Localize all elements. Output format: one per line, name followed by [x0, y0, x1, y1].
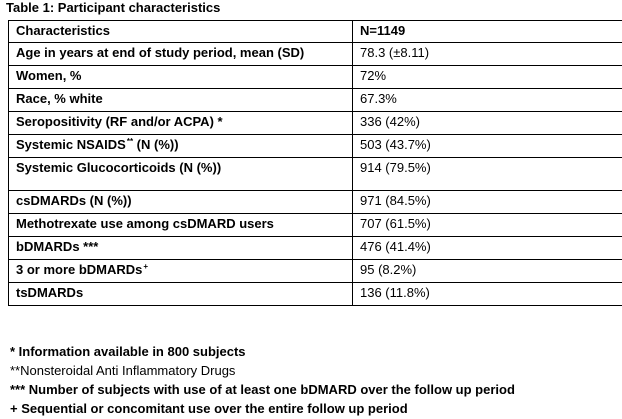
table-row: [9, 158, 622, 191]
table-row: [9, 66, 622, 89]
row-label-superscript: **: [126, 137, 134, 146]
footnotes: [10, 342, 515, 418]
table-row: [9, 112, 622, 135]
row-label: [9, 260, 353, 283]
row-value: 476 (41.4%): [353, 237, 622, 260]
participant-characteristics-table: [8, 20, 622, 306]
row-label: [9, 237, 353, 260]
row-label-text: Age in years at end of study period, mean (SD): [16, 45, 305, 60]
row-label-text: Women, %: [16, 68, 82, 83]
row-label: [9, 112, 353, 135]
table-row: [9, 89, 622, 112]
row-label: [9, 89, 353, 112]
row-label-text: Systemic Glucocorticoids (N (%)): [16, 160, 222, 175]
row-label-text: bDMARDs ***: [16, 239, 99, 254]
row-value: 95 (8.2%): [353, 260, 622, 283]
row-label-text: csDMARDs (N (%)): [16, 193, 132, 208]
table-row: [9, 43, 622, 66]
row-label-superscript: +: [143, 262, 149, 271]
row-label-text: Methotrexate use among csDMARD users: [16, 216, 274, 231]
row-value: 67.3%: [353, 89, 622, 112]
row-label-text: 3 or more bDMARDs: [16, 262, 143, 277]
row-label-text: Seropositivity (RF and/or ACPA) *: [16, 114, 223, 129]
table-header-row: [9, 21, 622, 43]
footnote: **Nonsteroidal Anti Inflammatory Drugs: [10, 363, 236, 378]
table-row: [9, 191, 622, 214]
row-label-suffix: (N (%)): [133, 137, 179, 152]
header-characteristics: Characteristics: [9, 21, 353, 43]
row-label: [9, 135, 353, 158]
row-value: 971 (84.5%): [353, 191, 622, 214]
footnote: *** Number of subjects with use of at least one bDMARD over the follow up period: [10, 382, 515, 397]
row-label: [9, 214, 353, 237]
row-value: 914 (79.5%): [353, 158, 622, 191]
row-value: 707 (61.5%): [353, 214, 622, 237]
header-n: N=1149: [353, 21, 622, 43]
row-label: [9, 66, 353, 89]
table-row: [9, 135, 622, 158]
table-row: [9, 260, 622, 283]
table-row: [9, 214, 622, 237]
row-value: 136 (11.8%): [353, 283, 622, 306]
row-label: [9, 191, 353, 214]
row-label: [9, 43, 353, 66]
row-label: [9, 283, 353, 306]
table-row: [9, 283, 622, 306]
row-label-text: tsDMARDs: [16, 285, 84, 300]
row-label: [9, 158, 353, 191]
row-label-text: Race, % white: [16, 91, 103, 106]
table-row: [9, 237, 622, 260]
table-title: Table 1: Participant characteristics: [6, 0, 221, 15]
row-label-text: Systemic NSAIDS: [16, 137, 126, 152]
row-value: 78.3 (±8.11): [353, 43, 622, 66]
row-value: 503 (43.7%): [353, 135, 622, 158]
footnote: * Information available in 800 subjects: [10, 344, 246, 359]
footnote: + Sequential or concomitant use over the entire follow up period: [10, 401, 408, 416]
row-value: 336 (42%): [353, 112, 622, 135]
row-value: 72%: [353, 66, 622, 89]
